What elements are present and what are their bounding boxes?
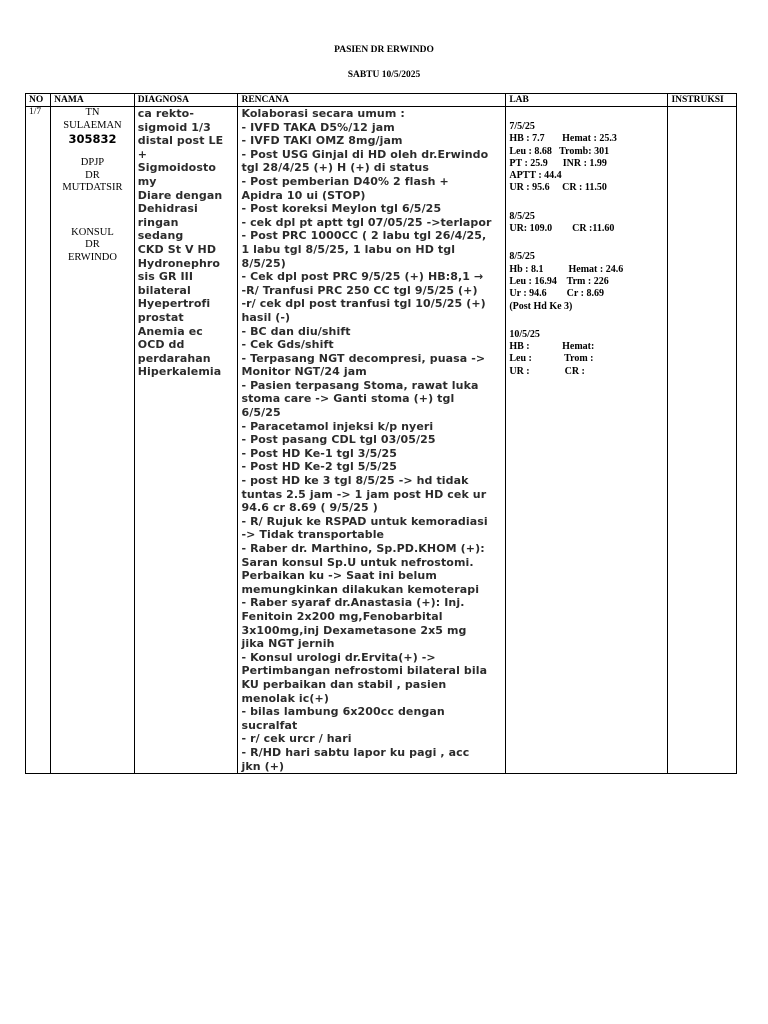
plan-line: - Post pasang CDL tgl 03/05/25 xyxy=(241,433,436,447)
lab-result-block xyxy=(509,211,664,236)
diagnosis-line: Hydronephro xyxy=(137,256,221,270)
diagnosis-line: ca rekto- xyxy=(137,107,195,120)
plan-line: - Paracetamol injeksi k/p nyeri xyxy=(241,419,434,433)
lab-date: 8/5/25 xyxy=(509,251,535,263)
diagnosis-line: Dehidrasi xyxy=(137,202,198,216)
patient-name: SULAEMAN xyxy=(63,119,122,131)
plan-line: - R/ Rujuk ke RSPAD untuk kemoradiasi xyxy=(241,514,488,528)
lab-line: Leu : 8.68 Tromb: 301 xyxy=(509,145,610,157)
header-row xyxy=(26,94,737,107)
lab-line: Leu : Trom : xyxy=(509,353,594,365)
lab-line: UR: 109.0 CR :11.60 xyxy=(509,223,615,235)
plan-line: - cek dpl pt aptt tgl 07/05/25 ->terlapor xyxy=(241,215,492,229)
plan-line: 1 labu tgl 8/5/25, 1 labu on HD tgl xyxy=(241,242,456,256)
patient-name-cell xyxy=(51,107,135,774)
plan-line: Fenitoin 2x200 mg,Fenobarbital xyxy=(241,609,443,623)
lab-result-block xyxy=(509,329,664,378)
lab-cell xyxy=(506,107,668,774)
plan-line: - Konsul urologi dr.Ervita(+) -> xyxy=(241,650,436,664)
plan-line: stoma care -> Ganti stoma (+) tgl xyxy=(241,392,455,406)
lab-line: UR : 95.6 CR : 11.50 xyxy=(509,182,607,194)
header-lab: LAB xyxy=(506,94,668,107)
plan-line: 6/5/25 xyxy=(241,406,281,420)
plan-line: - Post pemberian D40% 2 flash + xyxy=(241,174,449,188)
diagnosa-cell xyxy=(134,107,238,774)
plan-line: tuntas 2.5 jam -> 1 jam post HD cek ur xyxy=(241,487,487,501)
plan-line: 3x100mg,inj Dexametasone 2x5 mg xyxy=(241,623,467,637)
plan-line: -> Tidak transportable xyxy=(241,528,385,542)
plan-line: menolak ic(+) xyxy=(241,691,329,705)
lab-line: (Post Hd Ke 3) xyxy=(509,300,573,312)
plan-line: - IVFD TAKA D5%/12 jam xyxy=(241,120,395,134)
lab-result-block xyxy=(509,121,664,195)
konsul-doctor: ERWINDO xyxy=(67,251,117,263)
lab-result-block xyxy=(509,251,664,312)
diagnosis-line: sis GR III xyxy=(137,270,194,284)
diagnosis-line: Sigmoidosto xyxy=(137,161,217,175)
plan-line: 94.6 cr 8.69 ( 9/5/25 ) xyxy=(241,501,378,515)
row-number: 1/7 xyxy=(26,107,51,774)
lab-date: 10/5/25 xyxy=(509,328,540,340)
lab-line: Leu : 16.94 Trm : 226 xyxy=(509,275,609,287)
lab-line: PT : 25.9 INR : 1.99 xyxy=(509,157,607,169)
plan-line: memungkinkan dilakukan kemoterapi xyxy=(241,582,480,596)
plan-line: - Cek dpl post PRC 9/5/25 (+) HB:8,1 → xyxy=(241,270,484,284)
dpjp-doctor: MUTDATSIR xyxy=(62,182,123,193)
plan-line: - BC dan diu/shift xyxy=(241,324,351,338)
plan-line: tgl 28/4/25 (+) H (+) di status xyxy=(241,161,430,175)
plan-line: KU perbaikan dan stabil , pasien xyxy=(241,677,447,691)
lab-line: Ur : 94.6 Cr : 8.69 xyxy=(509,288,604,300)
diagnosis-line: Anemia ec xyxy=(137,324,203,338)
plan-line: 8/5/25) xyxy=(241,256,286,270)
page-title: PASIEN DR ERWINDO xyxy=(334,45,434,55)
diagnosis-line: ringan xyxy=(137,215,179,229)
diagnosis-line: Diare dengan xyxy=(137,188,223,202)
lab-date: 8/5/25 xyxy=(509,210,535,222)
diagnosis-line: + xyxy=(137,147,148,161)
dpjp-title: DR xyxy=(85,169,100,181)
header-instruksi: INSTRUKSI xyxy=(668,94,737,107)
diagnosis-line: CKD St V HD xyxy=(137,242,217,256)
plan-line: hasil (-) xyxy=(241,310,291,324)
lab-date: 7/5/25 xyxy=(509,121,535,132)
diagnosis-line: OCD dd xyxy=(137,338,185,352)
plan-line: Saran konsul Sp.U untuk nefrostomi. xyxy=(241,555,474,569)
plan-line: Perbaikan ku -> Saat ini belum xyxy=(241,569,437,583)
diagnosis-line: bilateral xyxy=(137,283,191,297)
diagnosis-line: sigmoid 1/3 xyxy=(137,120,211,134)
diagnosis-line: Hiperkalemia xyxy=(137,365,222,379)
plan-line: - post HD ke 3 tgl 8/5/25 -> hd tidak xyxy=(241,474,469,488)
table-row xyxy=(26,107,737,774)
plan-line: - Post PRC 1000CC ( 2 labu tgl 26/4/25, xyxy=(241,229,487,243)
header-nama: NAMA xyxy=(51,94,135,107)
lab-line: APTT : 44.4 xyxy=(509,170,562,182)
header-no: NO xyxy=(26,94,51,107)
plan-line: -r/ cek dpl post tranfusi tgl 10/5/25 (+) xyxy=(241,297,486,311)
plan-line: jika NGT jernih xyxy=(241,637,335,651)
plan-line: - r/ cek urcr / hari xyxy=(241,732,352,746)
plan-line: -R/ Tranfusi PRC 250 CC tgl 9/5/25 (+) xyxy=(241,283,478,297)
diagnosis-line: prostat xyxy=(137,310,184,324)
patient-title: TN xyxy=(85,107,100,118)
plan-line: - Raber dr. Marthino, Sp.PD.KHOM (+): xyxy=(241,542,485,555)
plan-line: Monitor NGT/24 jam xyxy=(241,365,367,379)
instruksi-cell xyxy=(668,107,737,774)
plan-line: jkn (+) xyxy=(241,759,285,773)
plan-line: - Post HD Ke-1 tgl 3/5/25 xyxy=(241,446,398,460)
diagnosis-line: perdarahan xyxy=(137,351,211,365)
diagnosis-line: my xyxy=(137,174,157,188)
plan-line: - R/HD hari sabtu lapor ku pagi , acc xyxy=(241,745,470,759)
plan-line: - IVFD TAKI OMZ 8mg/jam xyxy=(241,134,403,148)
date-subtitle: SABTU 10/5/2025 xyxy=(347,70,421,80)
konsul-label: KONSUL xyxy=(71,226,114,238)
plan-line: Apidra 10 ui (STOP) xyxy=(241,188,366,202)
lab-line: HB : 7.7 Hemat : 25.3 xyxy=(509,133,617,145)
diagnosis-line: distal post LE xyxy=(137,134,224,148)
rencana-cell xyxy=(238,107,506,774)
header-rencana: RENCANA xyxy=(238,94,506,107)
medical-record-number: 305832 xyxy=(68,132,117,146)
dpjp-label: DPJP xyxy=(80,157,105,168)
diagnosis-line: sedang xyxy=(137,229,184,243)
plan-line: - Post USG Ginjal di HD oleh dr.Erwindo xyxy=(241,147,489,161)
konsul-title: DR xyxy=(85,239,100,250)
lab-line: Hb : 8.1 Hemat : 24.6 xyxy=(509,263,624,275)
patient-table xyxy=(25,93,737,774)
plan-line: - Pasien terpasang Stoma, rawat luka xyxy=(241,378,479,392)
plan-line: - Raber syaraf dr.Anastasia (+): Inj. xyxy=(241,596,465,610)
plan-line: - Terpasang NGT decompresi, puasa -> xyxy=(241,351,486,365)
plan-line: Kolaborasi secara umum : xyxy=(241,107,405,120)
lab-line: HB : Hemat: xyxy=(509,341,595,353)
plan-line: - Post HD Ke-2 tgl 5/5/25 xyxy=(241,460,398,474)
plan-line: sucralfat xyxy=(241,718,298,732)
plan-line: - Post koreksi Meylon tgl 6/5/25 xyxy=(241,202,442,216)
plan-line: - Cek Gds/shift xyxy=(241,338,334,352)
plan-line: Pertimbangan nefrostomi bilateral bila xyxy=(241,664,488,678)
plan-line: - bilas lambung 6x200cc dengan xyxy=(241,705,445,719)
diagnosis-line: Hyepertrofi xyxy=(137,297,211,311)
lab-line: UR : CR : xyxy=(509,365,585,377)
header-diagnosa: DIAGNOSA xyxy=(134,94,238,107)
